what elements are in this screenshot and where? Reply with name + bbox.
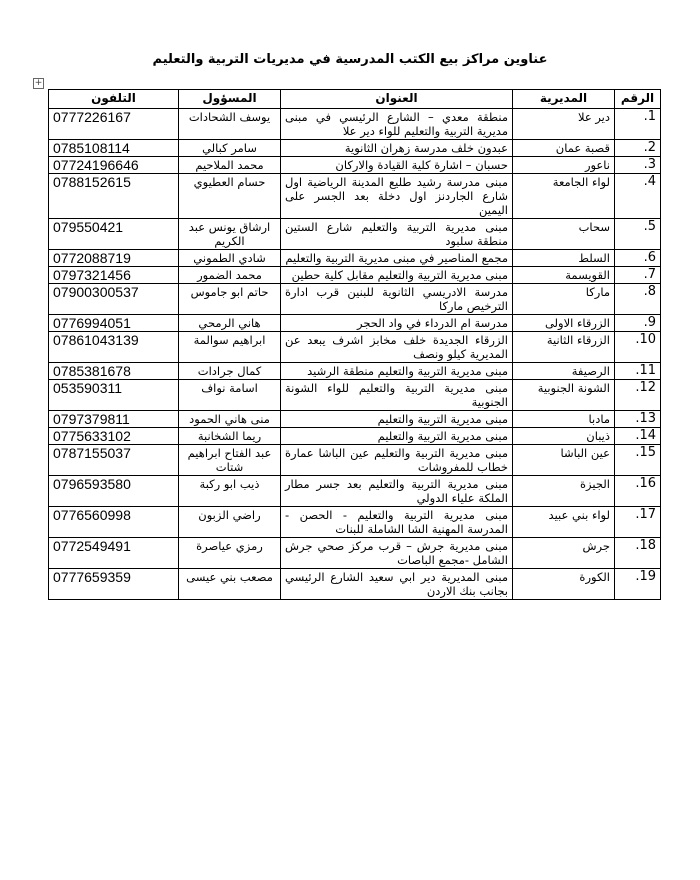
row-phone: 0776994051 — [49, 315, 179, 332]
row-directorate: عين الباشا — [513, 445, 615, 476]
header-address: العنوان — [281, 90, 513, 109]
row-phone: 0777226167 — [49, 109, 179, 140]
row-responsible: ارشاق يونس عبد الكريم — [179, 219, 281, 250]
row-responsible: منى هاني الحمود — [179, 411, 281, 428]
row-address: حسبان – اشارة كلية القيادة والاركان — [281, 157, 513, 174]
row-responsible: هاني الرمحي — [179, 315, 281, 332]
row-number: 15. — [615, 445, 661, 476]
header-directorate: المديرية — [513, 90, 615, 109]
row-directorate: الجيزة — [513, 476, 615, 507]
row-number: 14. — [615, 428, 661, 445]
header-num: الرقم — [615, 90, 661, 109]
row-directorate: مادبا — [513, 411, 615, 428]
row-responsible: حاتم ابو جاموس — [179, 284, 281, 315]
table-row — [49, 507, 661, 538]
row-phone: 07724196646 — [49, 157, 179, 174]
table-row — [49, 250, 661, 267]
table-header-row — [49, 90, 661, 109]
header-responsible: المسؤول — [179, 90, 281, 109]
row-phone: 0776560998 — [49, 507, 179, 538]
row-number: 18. — [615, 538, 661, 569]
row-address: مبنى مديرية التربية والتعليم شارع الستين منطقة سلبود — [281, 219, 513, 250]
move-cross-icon[interactable]: + — [34, 78, 43, 88]
row-responsible: مصعب بني عيسى — [179, 569, 281, 600]
row-phone: 0797321456 — [49, 267, 179, 284]
row-directorate: السلط — [513, 250, 615, 267]
row-directorate: لواء الجامعة — [513, 174, 615, 219]
row-address: مبنى مديرية التربية والتعليم — [281, 428, 513, 445]
table-row — [49, 411, 661, 428]
row-responsible: ذيب ابو ركبة — [179, 476, 281, 507]
row-address: عبدون خلف مدرسة زهران الثانوية — [281, 140, 513, 157]
sales-centers-table — [48, 89, 661, 600]
table-row — [49, 380, 661, 411]
table-row — [49, 445, 661, 476]
row-number: 4. — [615, 174, 661, 219]
row-responsible: ريما الشخانبة — [179, 428, 281, 445]
row-address: مبنى مديرية التربية والتعليم مقابل كلية حطين — [281, 267, 513, 284]
row-address: مجمع المناصير في مبنى مديرية التربية والتعليم — [281, 250, 513, 267]
row-responsible: ابراهيم سوالمة — [179, 332, 281, 363]
row-phone: 0796593580 — [49, 476, 179, 507]
row-responsible: سامر كبالي — [179, 140, 281, 157]
row-number: 11. — [615, 363, 661, 380]
row-number: 10. — [615, 332, 661, 363]
row-directorate: الكورة — [513, 569, 615, 600]
row-directorate: دير علا — [513, 109, 615, 140]
row-directorate: الزرقاء الاولى — [513, 315, 615, 332]
row-phone: 0772549491 — [49, 538, 179, 569]
row-address: مبنى مديرية التربية والتعليم منطقة الرشيد — [281, 363, 513, 380]
row-address: مبنى مدرسة رشيد طليع المدينة الرياضية اول شارع الجاردنز اول دخلة بعد الجسر على اليمين — [281, 174, 513, 219]
row-phone: 0775633102 — [49, 428, 179, 445]
row-address: مدرسة الادريسي الثانوية للبنين قرب ادارة الترخيص ماركا — [281, 284, 513, 315]
row-number: 2. — [615, 140, 661, 157]
row-number: 9. — [615, 315, 661, 332]
row-phone: 0787155037 — [49, 445, 179, 476]
row-number: 7. — [615, 267, 661, 284]
row-phone: 0785381678 — [49, 363, 179, 380]
row-address: منطقة معدي – الشارع الرئيسي في مبنى مديرية التربية والتعليم للواء دير علا — [281, 109, 513, 140]
row-number: 5. — [615, 219, 661, 250]
row-address: مبنى مديرية التربية والتعليم للواء الشونة الجنوبية — [281, 380, 513, 411]
header-phone: التلفون — [49, 90, 179, 109]
row-phone: 0788152615 — [49, 174, 179, 219]
table-row — [49, 109, 661, 140]
row-responsible: رمزي عياصرة — [179, 538, 281, 569]
row-responsible: كمال جرادات — [179, 363, 281, 380]
row-phone: 0777659359 — [49, 569, 179, 600]
row-number: 17. — [615, 507, 661, 538]
row-responsible: اسامة نواف — [179, 380, 281, 411]
table-row — [49, 157, 661, 174]
row-directorate: جرش — [513, 538, 615, 569]
row-address: مبنى مديرية التربية والتعليم بعد جسر مطار الملكة علياء الدولي — [281, 476, 513, 507]
row-address: مبنى مديرية التربية والتعليم عين الباشا عمارة خطاب للمفروشات — [281, 445, 513, 476]
row-address: مدرسة ام الدرداء في واد الحجر — [281, 315, 513, 332]
table-row — [49, 219, 661, 250]
table-row — [49, 267, 661, 284]
row-number: 8. — [615, 284, 661, 315]
row-phone: 0785108114 — [49, 140, 179, 157]
row-address: مبنى مديرية التربية والتعليم - الحصن - المدرسة المهنية الشا الشاملة للبنات — [281, 507, 513, 538]
row-responsible: محمد الملاحيم — [179, 157, 281, 174]
table-row — [49, 476, 661, 507]
table-row — [49, 284, 661, 315]
row-directorate: ناعور — [513, 157, 615, 174]
row-number: 12. — [615, 380, 661, 411]
row-address: مبنى مديرية التربية والتعليم — [281, 411, 513, 428]
row-number: 13. — [615, 411, 661, 428]
table-row — [49, 140, 661, 157]
table-row — [49, 428, 661, 445]
row-phone: 0797379811 — [49, 411, 179, 428]
row-number: 1. — [615, 109, 661, 140]
row-responsible: راضي الزبون — [179, 507, 281, 538]
row-directorate: سحاب — [513, 219, 615, 250]
row-responsible: يوسف الشحادات — [179, 109, 281, 140]
table-row — [49, 315, 661, 332]
row-number: 19. — [615, 569, 661, 600]
row-directorate: ذيبان — [513, 428, 615, 445]
row-phone: 0772088719 — [49, 250, 179, 267]
row-directorate: الزرقاء الثانية — [513, 332, 615, 363]
row-phone: 079550421 — [49, 219, 179, 250]
row-address: مبنى مديرية جرش – قرب مركز صحي جرش الشامل -مجمع الباصات — [281, 538, 513, 569]
row-responsible: عبد الفتاح ابراهيم شتات — [179, 445, 281, 476]
row-phone: 07900300537 — [49, 284, 179, 315]
table-row — [49, 332, 661, 363]
table-row — [49, 538, 661, 569]
row-address: مبنى المديرية دير ابي سعيد الشارع الرئيسي بجانب بنك الاردن — [281, 569, 513, 600]
row-number: 3. — [615, 157, 661, 174]
row-number: 16. — [615, 476, 661, 507]
row-number: 6. — [615, 250, 661, 267]
table-row — [49, 569, 661, 600]
row-directorate: الشونة الجنوبية — [513, 380, 615, 411]
table-row — [49, 363, 661, 380]
row-phone: 053590311 — [49, 380, 179, 411]
row-directorate: القويسمة — [513, 267, 615, 284]
document-title: عناوين مراكز بيع الكتب المدرسية في مديريات التربية والتعليم — [152, 52, 548, 67]
row-directorate: ماركا — [513, 284, 615, 315]
row-responsible: شادي الطموني — [179, 250, 281, 267]
table-row — [49, 174, 661, 219]
row-directorate: الرصيفة — [513, 363, 615, 380]
row-responsible: حسام العطيوي — [179, 174, 281, 219]
row-responsible: محمد الضمور — [179, 267, 281, 284]
row-directorate: لواء بني عبيد — [513, 507, 615, 538]
row-phone: 07861043139 — [49, 332, 179, 363]
row-directorate: قصبة عمان — [513, 140, 615, 157]
row-address: الزرقاء الجديدة خلف مخابز اشرف يبعد عن المديرية كيلو ونصف — [281, 332, 513, 363]
